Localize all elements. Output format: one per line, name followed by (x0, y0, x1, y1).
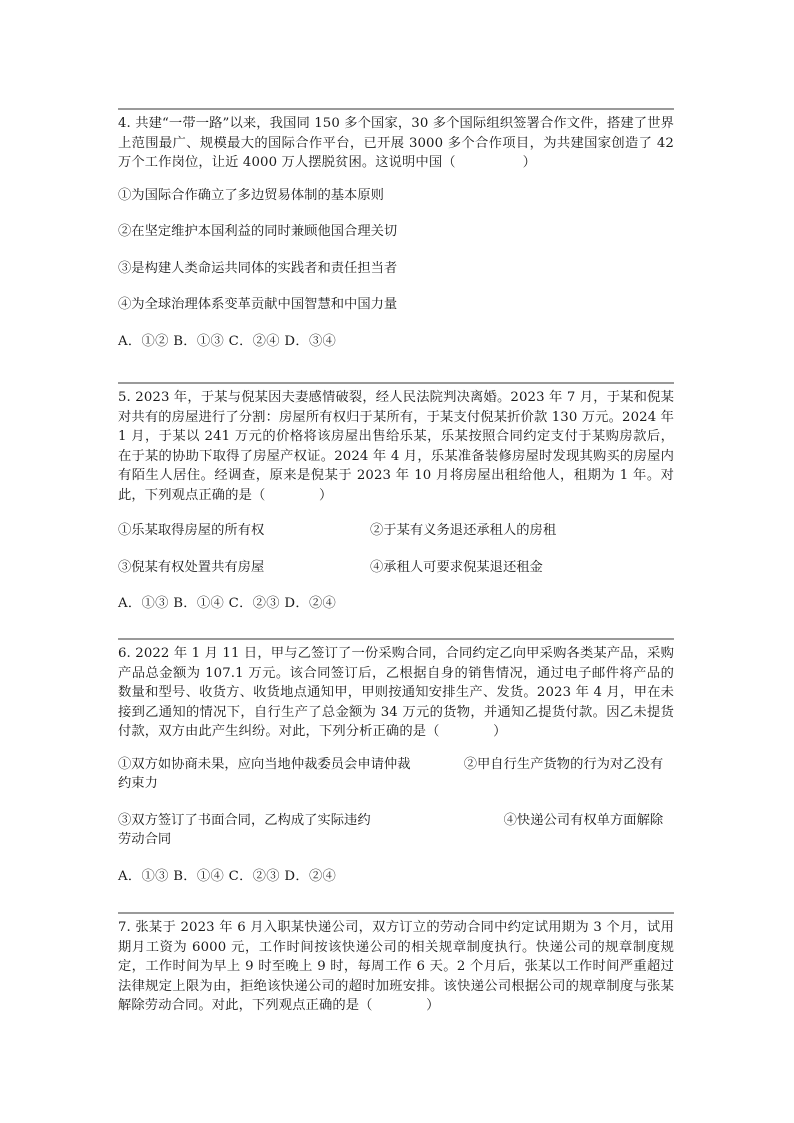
separator-line (118, 912, 674, 914)
option-4: ④为全球治理体系变革贡献中国智慧和中国力量 (118, 297, 398, 312)
answer-choices: A．①③ B．①④ C．②③ D．②④ (118, 596, 337, 611)
option-2: ②在坚定维护本国利益的同时兼顾他国合理关切 (118, 224, 398, 239)
option-1: ①乐某取得房屋的所有权 (118, 523, 265, 538)
answer-choices: A．①③ B．①④ C．②③ D．②④ (118, 868, 337, 884)
option-3-4: ③双方签订了书面合同，乙构成了实际违约 ④快递公司有权单方面解除劳动合同 (118, 812, 664, 847)
question-stem: 6. 2022 年 1 月 11 日，甲与乙签订了一份采购合同，合同约定乙向甲采购各类某产品，采购产品总金额为 107.1 万元。该合同签订后，乙根据自身的销售情况，通过电子邮件将产品的数量和型号、收货方、收货地点通知甲，甲则按通知安排生产、发货。2023 年 4 月，甲在未接到乙通知的情况下，自行生产了总金额为 34 万元的货物，并通知乙提货付款。因乙未提货付款，双方由此产生纠纷。对此，下列分析正确的是（ ） (118, 646, 674, 739)
option-3: ③倪某有权处置共有房屋 (118, 559, 265, 575)
question-7 (118, 912, 674, 1016)
answer-choices: A．①② B．①③ C．②④ D．③④ (118, 333, 337, 349)
separator-line (118, 382, 674, 384)
option-2: ②于某有义务退还承租人的房租 (370, 523, 557, 538)
option-1-2: ①双方如协商未果，应向当地仲裁委员会申请仲裁 ②甲自行生产货物的行为对乙没有约束力 (118, 756, 664, 791)
separator-line (118, 638, 674, 640)
question-4 (118, 108, 674, 351)
separator-line (118, 108, 674, 110)
question-stem: 5. 2023 年，于某与倪某因夫妻感情破裂，经人民法院判决离婚。2023 年 7 月，于某和倪某对共有的房屋进行了分割：房屋所有权归于某所有，于某支付倪某折价款 130 万元。2024 年 1 月，于某以 241 万元的价格将该房屋出售给乐某，乐某按照合同约定支付于某购房款后，在于某的协助下取得了房屋产权证。2024 年 4 月，乐某准备装修房屋时发现其购买的房屋内有陌生人居住。经调查，原来是倪某于 2023 年 10 月将房屋出租给他人，租期为 1 年。对此，下列观点正确的是（ ） (118, 390, 674, 503)
options-row-2 (118, 558, 674, 578)
option-3: ③是构建人类命运共同体的实践者和责任担当者 (118, 260, 398, 276)
question-stem: 4. 共建“一带一路”以来，我国同 150 多个国家，30 多个国际组织签署合作文件，搭建了世界上范围最广、规模最大的国际合作平台，已开展 3000 多个合作项目，为共建国家创造了 42 万个工作岗位，让近 4000 万人摆脱贫困。这说明中国（ ） (118, 116, 674, 170)
options-row-1 (118, 521, 674, 541)
question-6 (118, 638, 674, 886)
option-4: ④承租人可要求倪某退还租金 (370, 559, 543, 575)
option-1: ①为国际合作确立了多边贸易体制的基本原则 (118, 187, 384, 203)
question-stem: 7. 张某于 2023 年 6 月入职某快递公司，双方订立的劳动合同中约定试用期为 3 个月，试用期月工资为 6000 元，工作时间按该快递公司的相关规章制度执行。快递公司的规章制度规定，工作时间为早上 9 时至晚上 9 时，每周工作 6 天。2 个月后，张某以工作时间严重超过法律规定上限为由，拒绝该快递公司的超时加班安排。该快递公司根据公司的规章制度与张某解除劳动合同。对此，下列观点正确的是（ ） (118, 920, 674, 1013)
question-5 (118, 382, 674, 614)
